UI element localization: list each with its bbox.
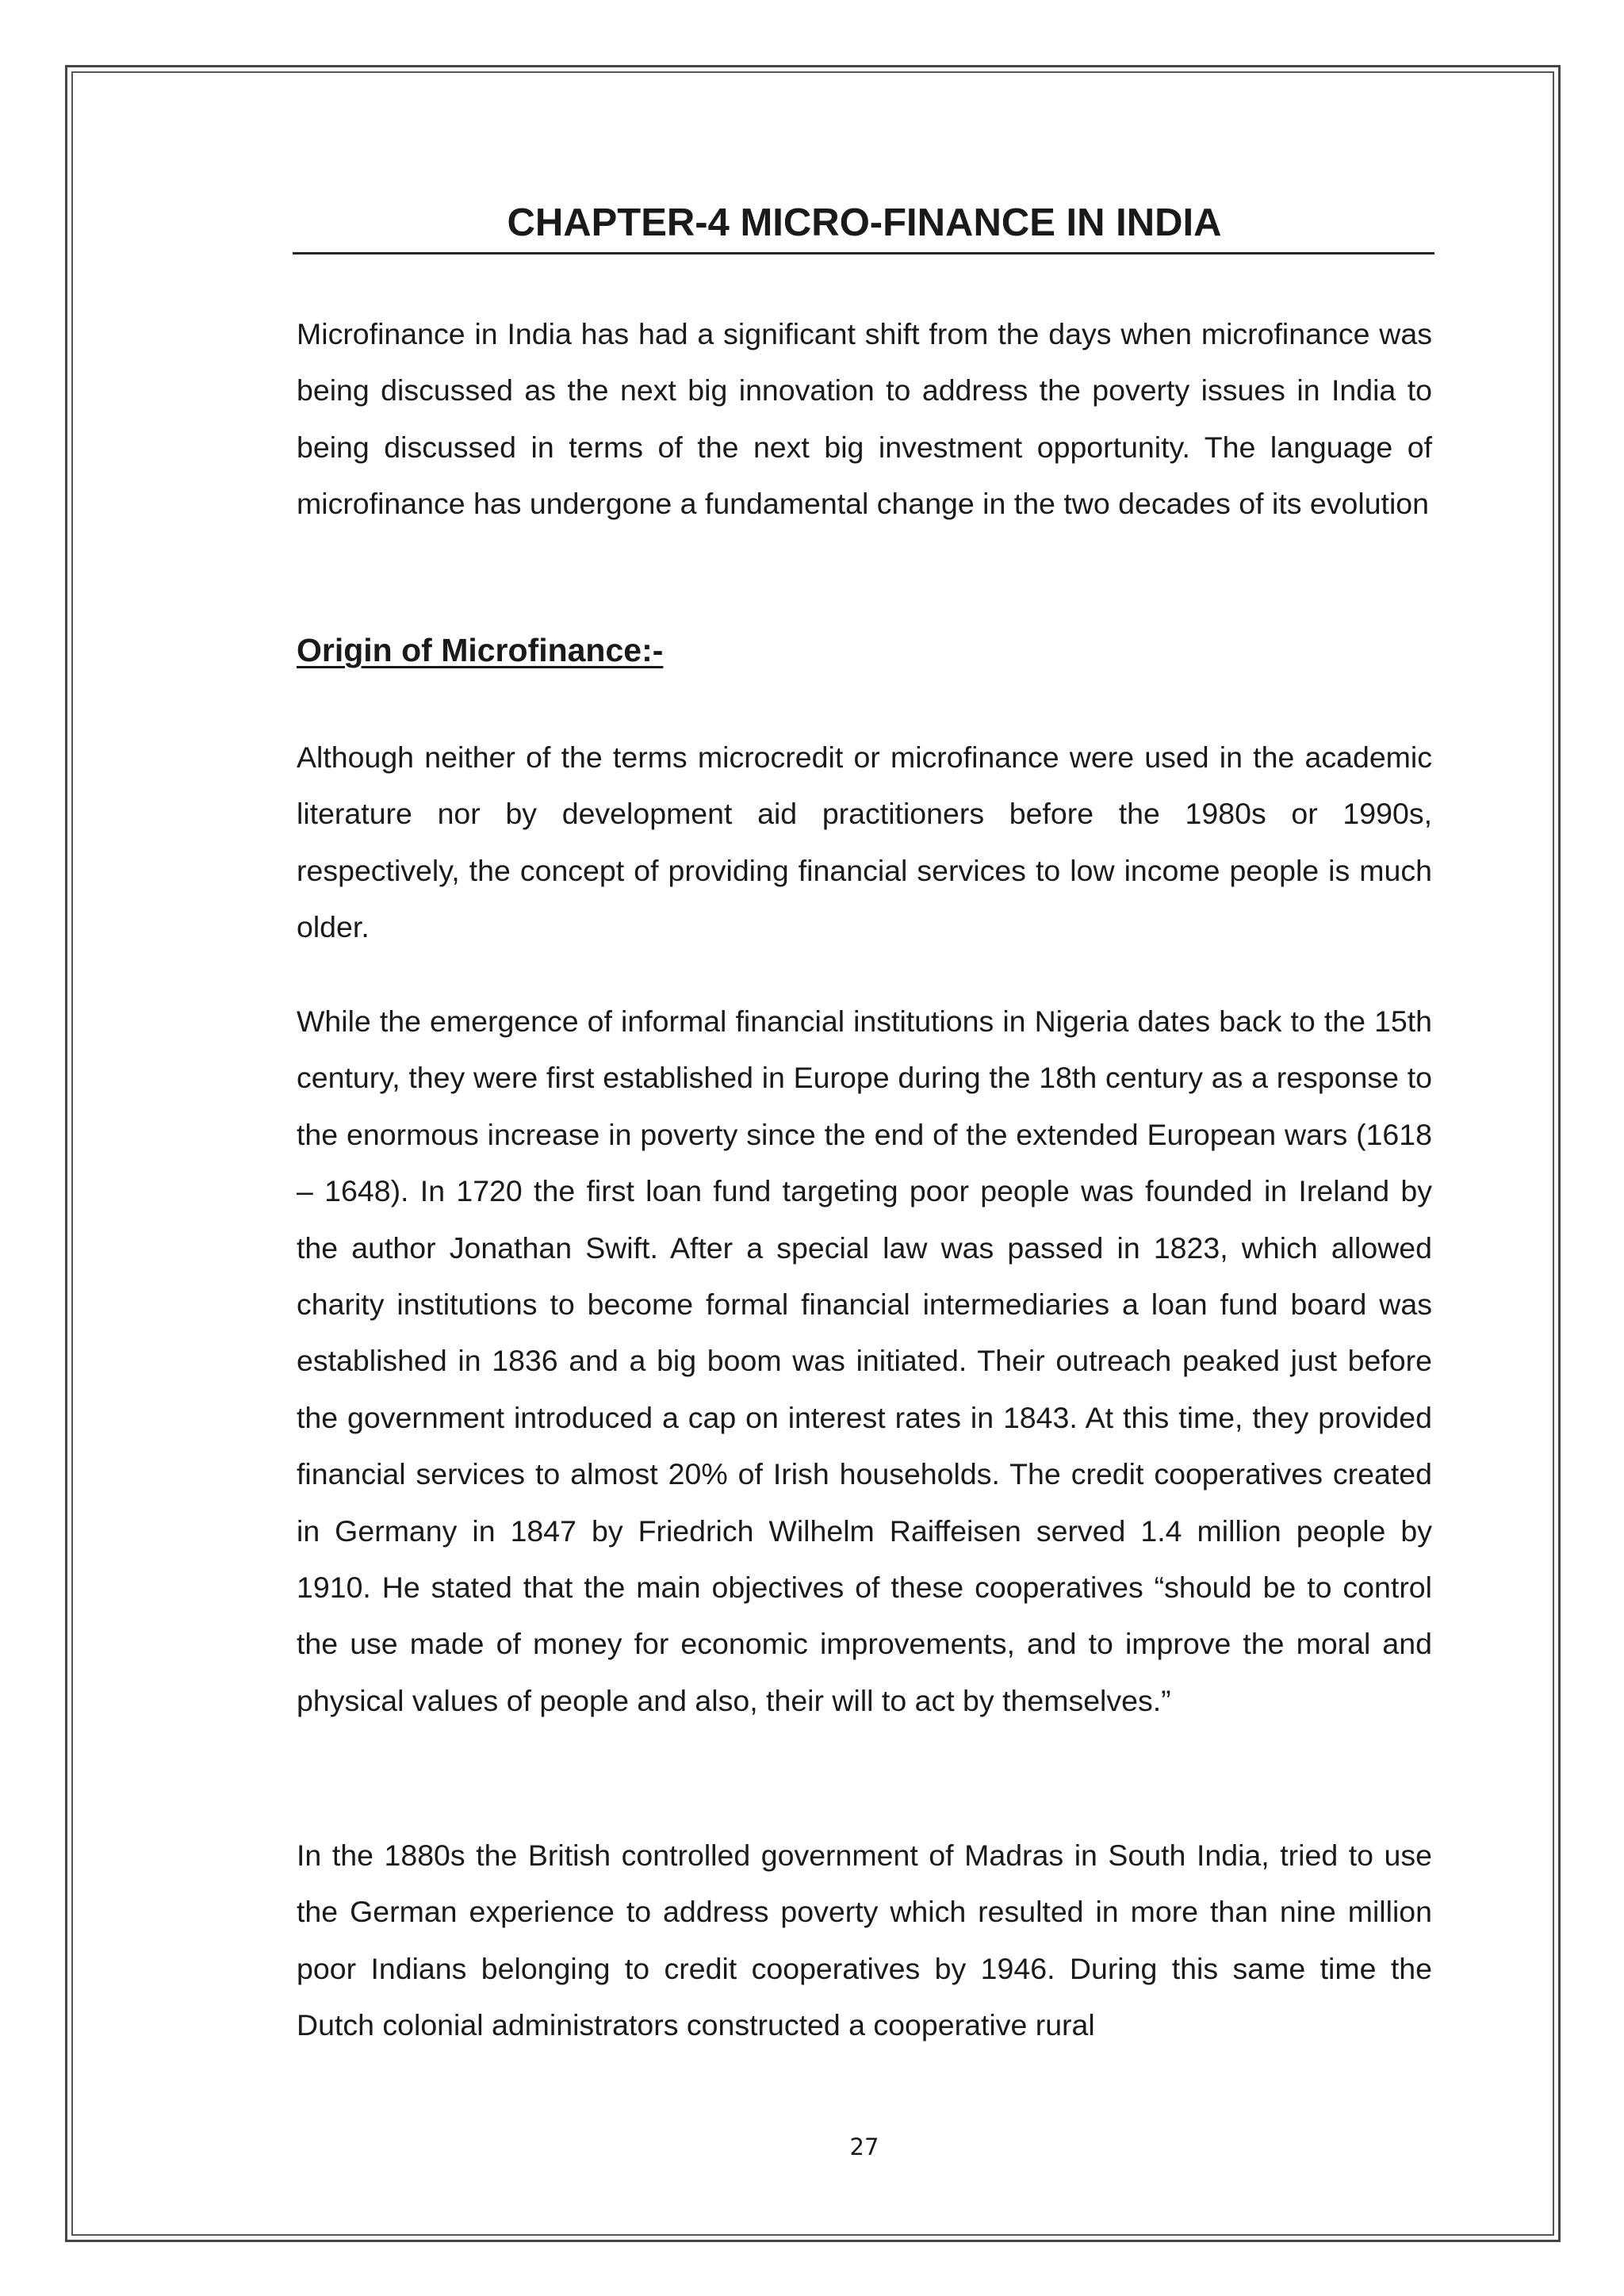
chapter-title: CHAPTER-4 MICRO-FINANCE IN INDIA — [507, 201, 1222, 244]
title-underline-rule — [293, 252, 1434, 254]
intro-paragraph: Microfinance in India has had a significant shift from the days when microfinance was being discussed as the next big innovation to address the poverty issues in India to being discussed in terms of the next big investment opportunity. The language of microfinance has undergone a fundamental change in the two decades of its evolution — [297, 317, 1432, 521]
page-number: 27 — [849, 2133, 879, 2160]
paragraph-origin-1: Although neither of the terms microcredit or microfinance were used in the academic literature nor by development aid practitioners before the 1980s or 1990s, respectively, the concept of providing financial services to low income people is much older. — [297, 740, 1432, 944]
section-heading-origin: Origin of Microfinance:- — [297, 632, 664, 668]
paragraph-origin-3: In the 1880s the British controlled government of Madras in South India, tried to use the German experience to address poverty which resulted in more than nine million poor Indians belonging to credit cooperatives by 1946. During this same time the Dutch colonial administrators constructed a cooperative rural — [297, 1839, 1432, 2042]
paragraph-origin-2: While the emergence of informal financial institutions in Nigeria dates back to the 15th century, they were first established in Europe during the 18th century as a response to the enormous increase in poverty since the end of the extended European wars (1618 – 1648). In 1720 the first loan fund targeting poor people was founded in Ireland by the author Jonathan Swift. After a special law was passed in 1823, which allowed charity institutions to become formal financial intermediaries a loan fund board was established in 1836 and a big boom was initiated. Their outreach peaked just before the government introduced a cap on interest rates in 1843. At this time, they provided financial services to almost 20% of Irish households. The credit cooperatives created in Germany in 1847 by Friedrich Wilhelm Raiffeisen served 1.4 million people by 1910. He stated that the main objectives of these cooperatives “should be to control the use made of money for economic improvements, and to improve the moral and physical values of people and also, their will to act by themselves.” — [297, 1004, 1432, 1717]
